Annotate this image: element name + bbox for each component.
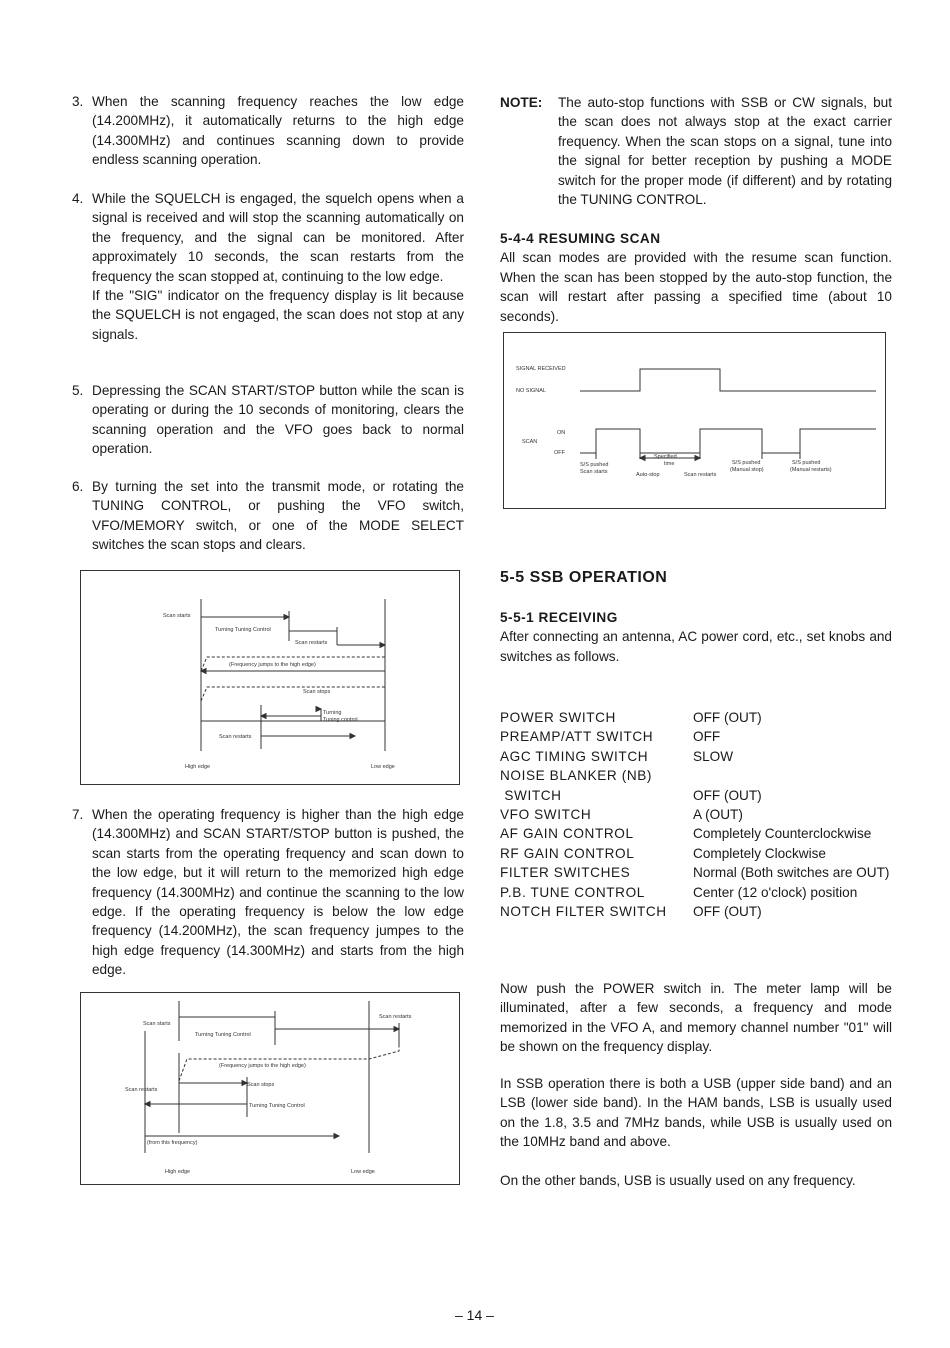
label-on: ON [557,430,566,436]
section-heading: 5-4-4 RESUMING SCAN [500,231,661,246]
settings-row [500,902,892,921]
settings-row [500,824,892,843]
label-scan-starts: Scan starts [163,613,191,619]
label-turning-tuning-control: Turning Tuning Control [215,627,271,633]
setting-name: NOISE BLANKER (NB) [500,768,653,784]
settings-row [500,747,892,766]
label-scan-restarts: Scan restarts [125,1087,158,1093]
label-scan-starts: Scan starts [580,469,608,475]
page-number: – 14 – [455,1307,494,1323]
label-turning-tuning-control: Turning Tuning Control [195,1032,251,1038]
scan-diagram-2 [80,992,460,1185]
label-low-edge: Low edge [351,1169,375,1175]
item-3 [72,92,464,170]
setting-name: FILTER SWITCHES [500,865,631,881]
item-text-continued: If the "SIG" indicator on the frequency display is lit because the SQUELCH is not engaged, the scan does not stop at any signals. [92,288,464,342]
setting-value: OFF [693,729,721,745]
paragraph-sidebands [500,1074,892,1152]
label-scan-restarts: Scan restarts [295,640,328,646]
label-scan-restarts: Scan restarts [684,472,717,478]
label-no-signal: NO SIGNAL [516,388,546,394]
label-time: time [664,461,675,467]
section-5-4-4 [500,229,892,326]
item-text: Depressing the SCAN START/STOP button while the scan is operating or during the 10 seconds of monitoring, clears the scanning operation and the VFO goes back to normal operation. [92,383,464,457]
setting-name: RF GAIN CONTROL [500,845,635,861]
resume-scan-timing-diagram [503,332,886,509]
label-tuning-control: Tuning control [323,717,358,723]
item-6 [72,477,464,555]
item-text: By turning the set into the transmit mode, or rotating the TUNING CONTROL, or pushing the VFO switch, VFO/MEMORY switch, or one of the MODE SELECT switches the scan stops and clears. [92,479,464,553]
label-signal-received: SIGNAL RECEIVED [516,366,566,372]
note-block [500,93,892,209]
note-text: The auto-stop functions with SSB or CW signals, but the scan does not always stop at the exact carrier frequency. When the scan stops on a signal, tune into the signal for better reception by pushing a MODE switch for the proper mode (if different) and by rotating the TUNING CONTROL. [558,95,892,208]
label-turning: Turning [323,710,342,716]
label-frequency-jumps: (Frequency jumps to the high edge) [219,1063,306,1069]
scan-diagram-1-svg [81,571,461,786]
settings-row [500,727,892,746]
setting-name: AGC TIMING SWITCH [500,748,649,764]
label-manual-restarts: (Manual restarts) [790,467,832,473]
item-number: 7. [72,807,84,822]
paragraph-text: On the other bands, USB is usually used on any frequency. [500,1173,856,1188]
setting-value: OFF (OUT) [693,787,762,803]
paragraph-power-on [500,979,892,1057]
label-ss-pushed: S/S pushed [580,462,609,468]
note-label: NOTE: [500,95,543,110]
setting-value: Normal (Both switches are OUT) [693,865,890,881]
label-scan-stops: Scan stops [303,689,331,695]
label-scan: SCAN [522,439,538,445]
label-specified: Specified [654,454,677,460]
settings-list [500,708,892,921]
setting-value: A (OUT) [693,807,743,823]
item-4 [72,189,464,344]
item-5 [72,381,464,459]
settings-table [500,708,892,921]
label-ss-pushed-2: S/S pushed [732,460,761,466]
label-scan-restarts-top: Scan restarts [379,1014,412,1020]
settings-row [500,863,892,882]
label-scan-restarts-2: Scan restarts [219,734,252,740]
setting-value: SLOW [693,748,734,764]
paragraph-text: Now push the POWER switch in. The meter lamp will be illuminated, after a few seconds, a frequency and mode memorized in the VFO A, and memory channel number "01" will be shown on the frequency display. [500,981,892,1055]
setting-name: POWER SWITCH [500,710,616,725]
label-manual-stop: (Manual stop) [730,467,764,473]
label-high-edge: High edge [165,1169,191,1175]
item-text: While the SQUELCH is engaged, the squelch opens when a signal is received and will stop the scanning automatically on the frequency, and the signal can be monitored. After approximately 10 seconds, the scan restarts from the frequency the scan stopped at, continuing to the low edge. [92,191,464,284]
setting-name: SWITCH [500,787,562,803]
scan-diagram-2-svg [81,993,461,1186]
section-heading: 5-5 SSB OPERATION [500,569,668,586]
setting-value: Completely Counterclockwise [693,826,872,842]
settings-row [500,786,892,805]
item-number: 4. [72,191,84,206]
scan-diagram-1 [80,570,460,785]
label-high-edge: High edge [185,764,211,770]
setting-value: Completely Clockwise [693,845,826,861]
item-text: When the scanning frequency reaches the low edge (14.200MHz), it automatically returns to the high edge (14.300MHz) and continues scanning down to provide endless scanning operation. [92,94,464,168]
label-turning-tuning-control-2: Turning Tuning Control [249,1103,305,1109]
settings-row [500,805,892,824]
settings-row [500,708,892,727]
label-scan-starts: Scan starts [143,1021,171,1027]
label-frequency-jumps: (Frequency jumps to the high edge) [229,662,316,668]
section-5-5-1 [500,608,892,666]
paragraph-text: In SSB operation there is both a USB (upper side band) and an LSB (lower side band). In the HAM bands, LSB is usually used on the 1.8, 3.5 and 7MHz bands, while USB is usually used on the 10MHz band and above. [500,1076,892,1150]
settings-row [500,766,892,785]
label-off: OFF [554,450,565,456]
settings-row [500,883,892,902]
setting-name: AF GAIN CONTROL [500,826,634,842]
label-from-this-frequency: (from this frequency) [147,1140,198,1146]
setting-name: VFO SWITCH [500,807,592,823]
item-number: 5. [72,383,84,398]
setting-name: PREAMP/ATT SWITCH [500,729,654,745]
section-5-5 [500,568,892,587]
item-number: 3. [72,94,84,109]
setting-name: NOTCH FILTER SWITCH [500,904,667,920]
label-ss-pushed-3: S/S pushed [792,460,821,466]
item-number: 6. [72,479,84,494]
settings-row [500,844,892,863]
setting-value: Center (12 o'clock) position [693,884,858,900]
setting-name: P.B. TUNE CONTROL [500,884,645,900]
label-low-edge: Low edge [371,764,395,770]
resume-scan-timing-svg [504,333,887,510]
label-auto-stop: Auto-stop [636,472,660,478]
setting-value: OFF (OUT) [693,904,762,920]
item-7 [72,805,464,980]
label-scan-stops: Scan stops [247,1082,275,1088]
setting-value: OFF (OUT) [693,710,762,725]
setting-value [693,766,892,785]
section-text: After connecting an antenna, AC power cord, etc., set knobs and switches as follows. [500,629,892,664]
section-heading: 5-5-1 RECEIVING [500,610,618,625]
section-text: All scan modes are provided with the resume scan function. When the scan has been stopped by the auto-stop function, the scan will restart after passing a specified time (about 10 seconds). [500,250,892,324]
item-text: When the operating frequency is higher than the high edge (14.300MHz) and SCAN START/STOP button is pushed, the scan starts from the operating frequency and scan down to the low edge, but it will return to the memorized high edge frequency (14.300MHz) and continue the scanning to the low edge. If the operating frequency is below the low edge frequency (14.200MHz), the scan frequency jumpes to the high edge frequency (14.300MHz) and starts from the high edge. [92,807,464,978]
paragraph-other-bands [500,1171,892,1190]
